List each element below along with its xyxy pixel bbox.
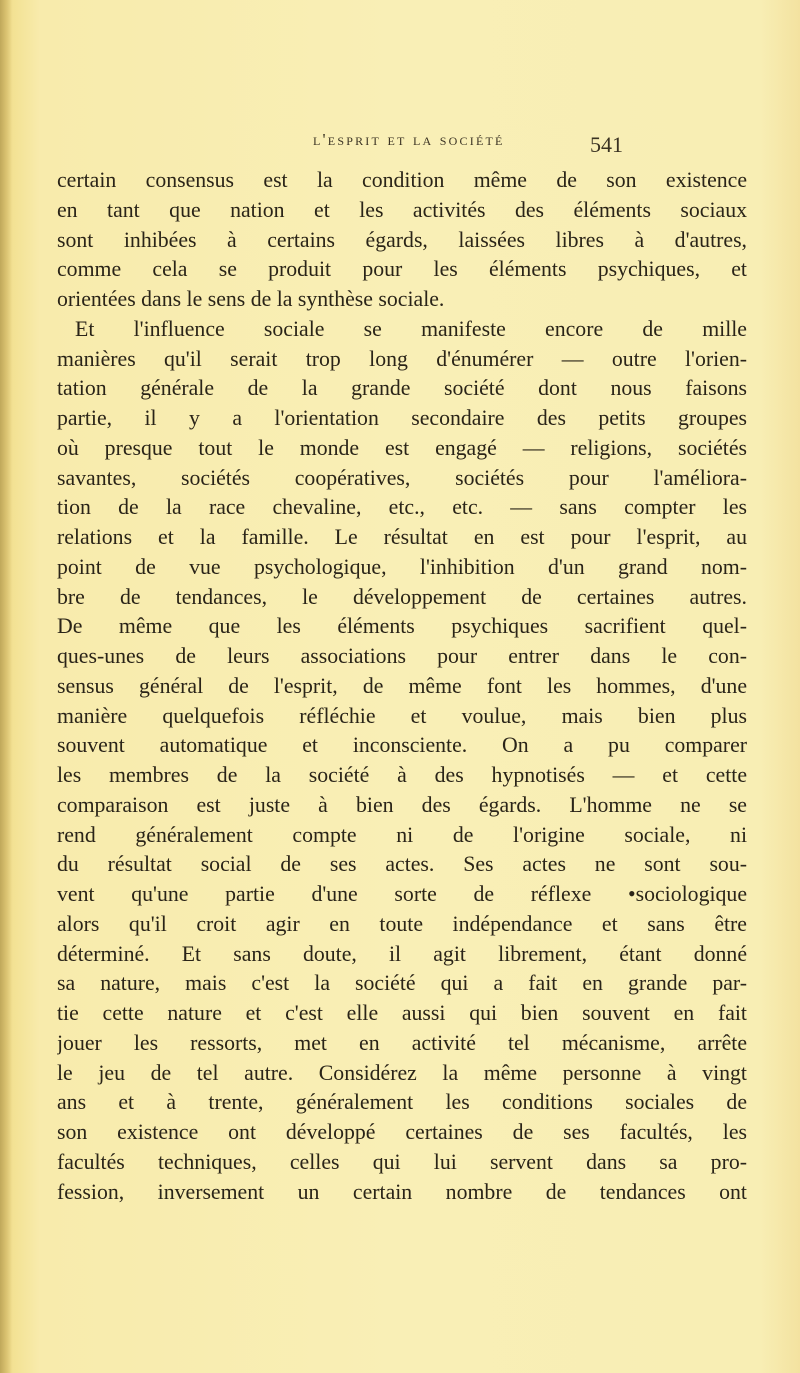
body-text	[57, 166, 747, 1207]
text-line: manières qu'il serait trop long d'énumérer — outre l'orien-	[57, 346, 747, 371]
text-line: tion de la race chevaline, etc., etc. — sans compter les	[57, 495, 747, 520]
text-line: bre de tendances, le développement de certaines autres.	[57, 584, 747, 609]
text-line: en tant que nation et les activités des éléments sociaux	[57, 197, 747, 222]
text-line: déterminé. Et sans doute, il agit librement, étant donné	[57, 941, 747, 966]
text-line: vent qu'une partie d'une sorte de réflexe •sociologique	[57, 882, 747, 906]
text-line: facultés techniques, celles qui lui servent dans sa pro-	[57, 1149, 747, 1174]
text-line: De même que les éléments psychiques sacrifient quel-	[57, 614, 747, 639]
page-header	[0, 122, 800, 157]
text-line: tie cette nature et c'est elle aussi qui bien souvent en fait	[57, 1001, 747, 1025]
page-edge-shadow	[0, 0, 12, 1373]
text-line: jouer les ressorts, met en activité tel mécanisme, arrête	[57, 1030, 747, 1055]
text-line: sensus général de l'esprit, de même font les hommes, d'une	[57, 673, 747, 698]
text-line: comparaison est juste à bien des égards. L'homme ne se	[57, 792, 747, 817]
text-line: relations et la famille. Le résultat en est pour l'esprit, au	[57, 525, 747, 549]
text-line: comme cela se produit pour les éléments psychiques, et	[57, 257, 747, 282]
text-line: ans et à trente, généralement les conditions sociales de	[57, 1090, 747, 1115]
text-line: son existence ont développé certaines de ses facultés, les	[57, 1120, 747, 1144]
text-line: où presque tout le monde est engagé — religions, sociétés	[57, 435, 747, 460]
text-line: ques-unes de leurs associations pour entrer dans le con-	[57, 644, 747, 668]
text-line: souvent automatique et inconsciente. On a pu comparer	[57, 733, 747, 758]
text-line: orientées dans le sens de la synthèse sociale.	[57, 287, 445, 311]
text-line: le jeu de tel autre. Considérez la même personne à vingt	[57, 1060, 747, 1085]
text-line: fession, inversement un certain nombre de tendances ont	[57, 1179, 747, 1204]
text-line: rend généralement compte ni de l'origine sociale, ni	[57, 822, 747, 847]
text-line: alors qu'il croit agir en toute indépendance et sans être	[57, 911, 747, 936]
text-line: du résultat social de ses actes. Ses actes ne sont sou-	[57, 852, 747, 877]
text-line: sont inhibées à certains égards, laissées libres à d'autres,	[57, 227, 747, 252]
text-line: certain consensus est la condition même de son existence	[57, 168, 747, 192]
page-number: 541	[590, 132, 623, 157]
text-line: savantes, sociétés coopératives, sociétés pour l'améliora-	[57, 465, 747, 490]
text-line: Et l'influence sociale se manifeste encore de mille	[75, 316, 747, 341]
text-line: partie, il y a l'orientation secondaire des petits groupes	[57, 406, 747, 430]
text-line: sa nature, mais c'est la société qui a fait en grande par-	[57, 971, 747, 996]
running-head: l'esprit et la société	[313, 130, 505, 149]
text-line: point de vue psychologique, l'inhibition d'un grand nom-	[57, 554, 747, 579]
text-line: tation générale de la grande société dont nous faisons	[57, 376, 747, 401]
text-line: manière quelquefois réfléchie et voulue, mais bien plus	[57, 703, 747, 728]
text-line: les membres de la société à des hypnotisés — et cette	[57, 763, 747, 787]
